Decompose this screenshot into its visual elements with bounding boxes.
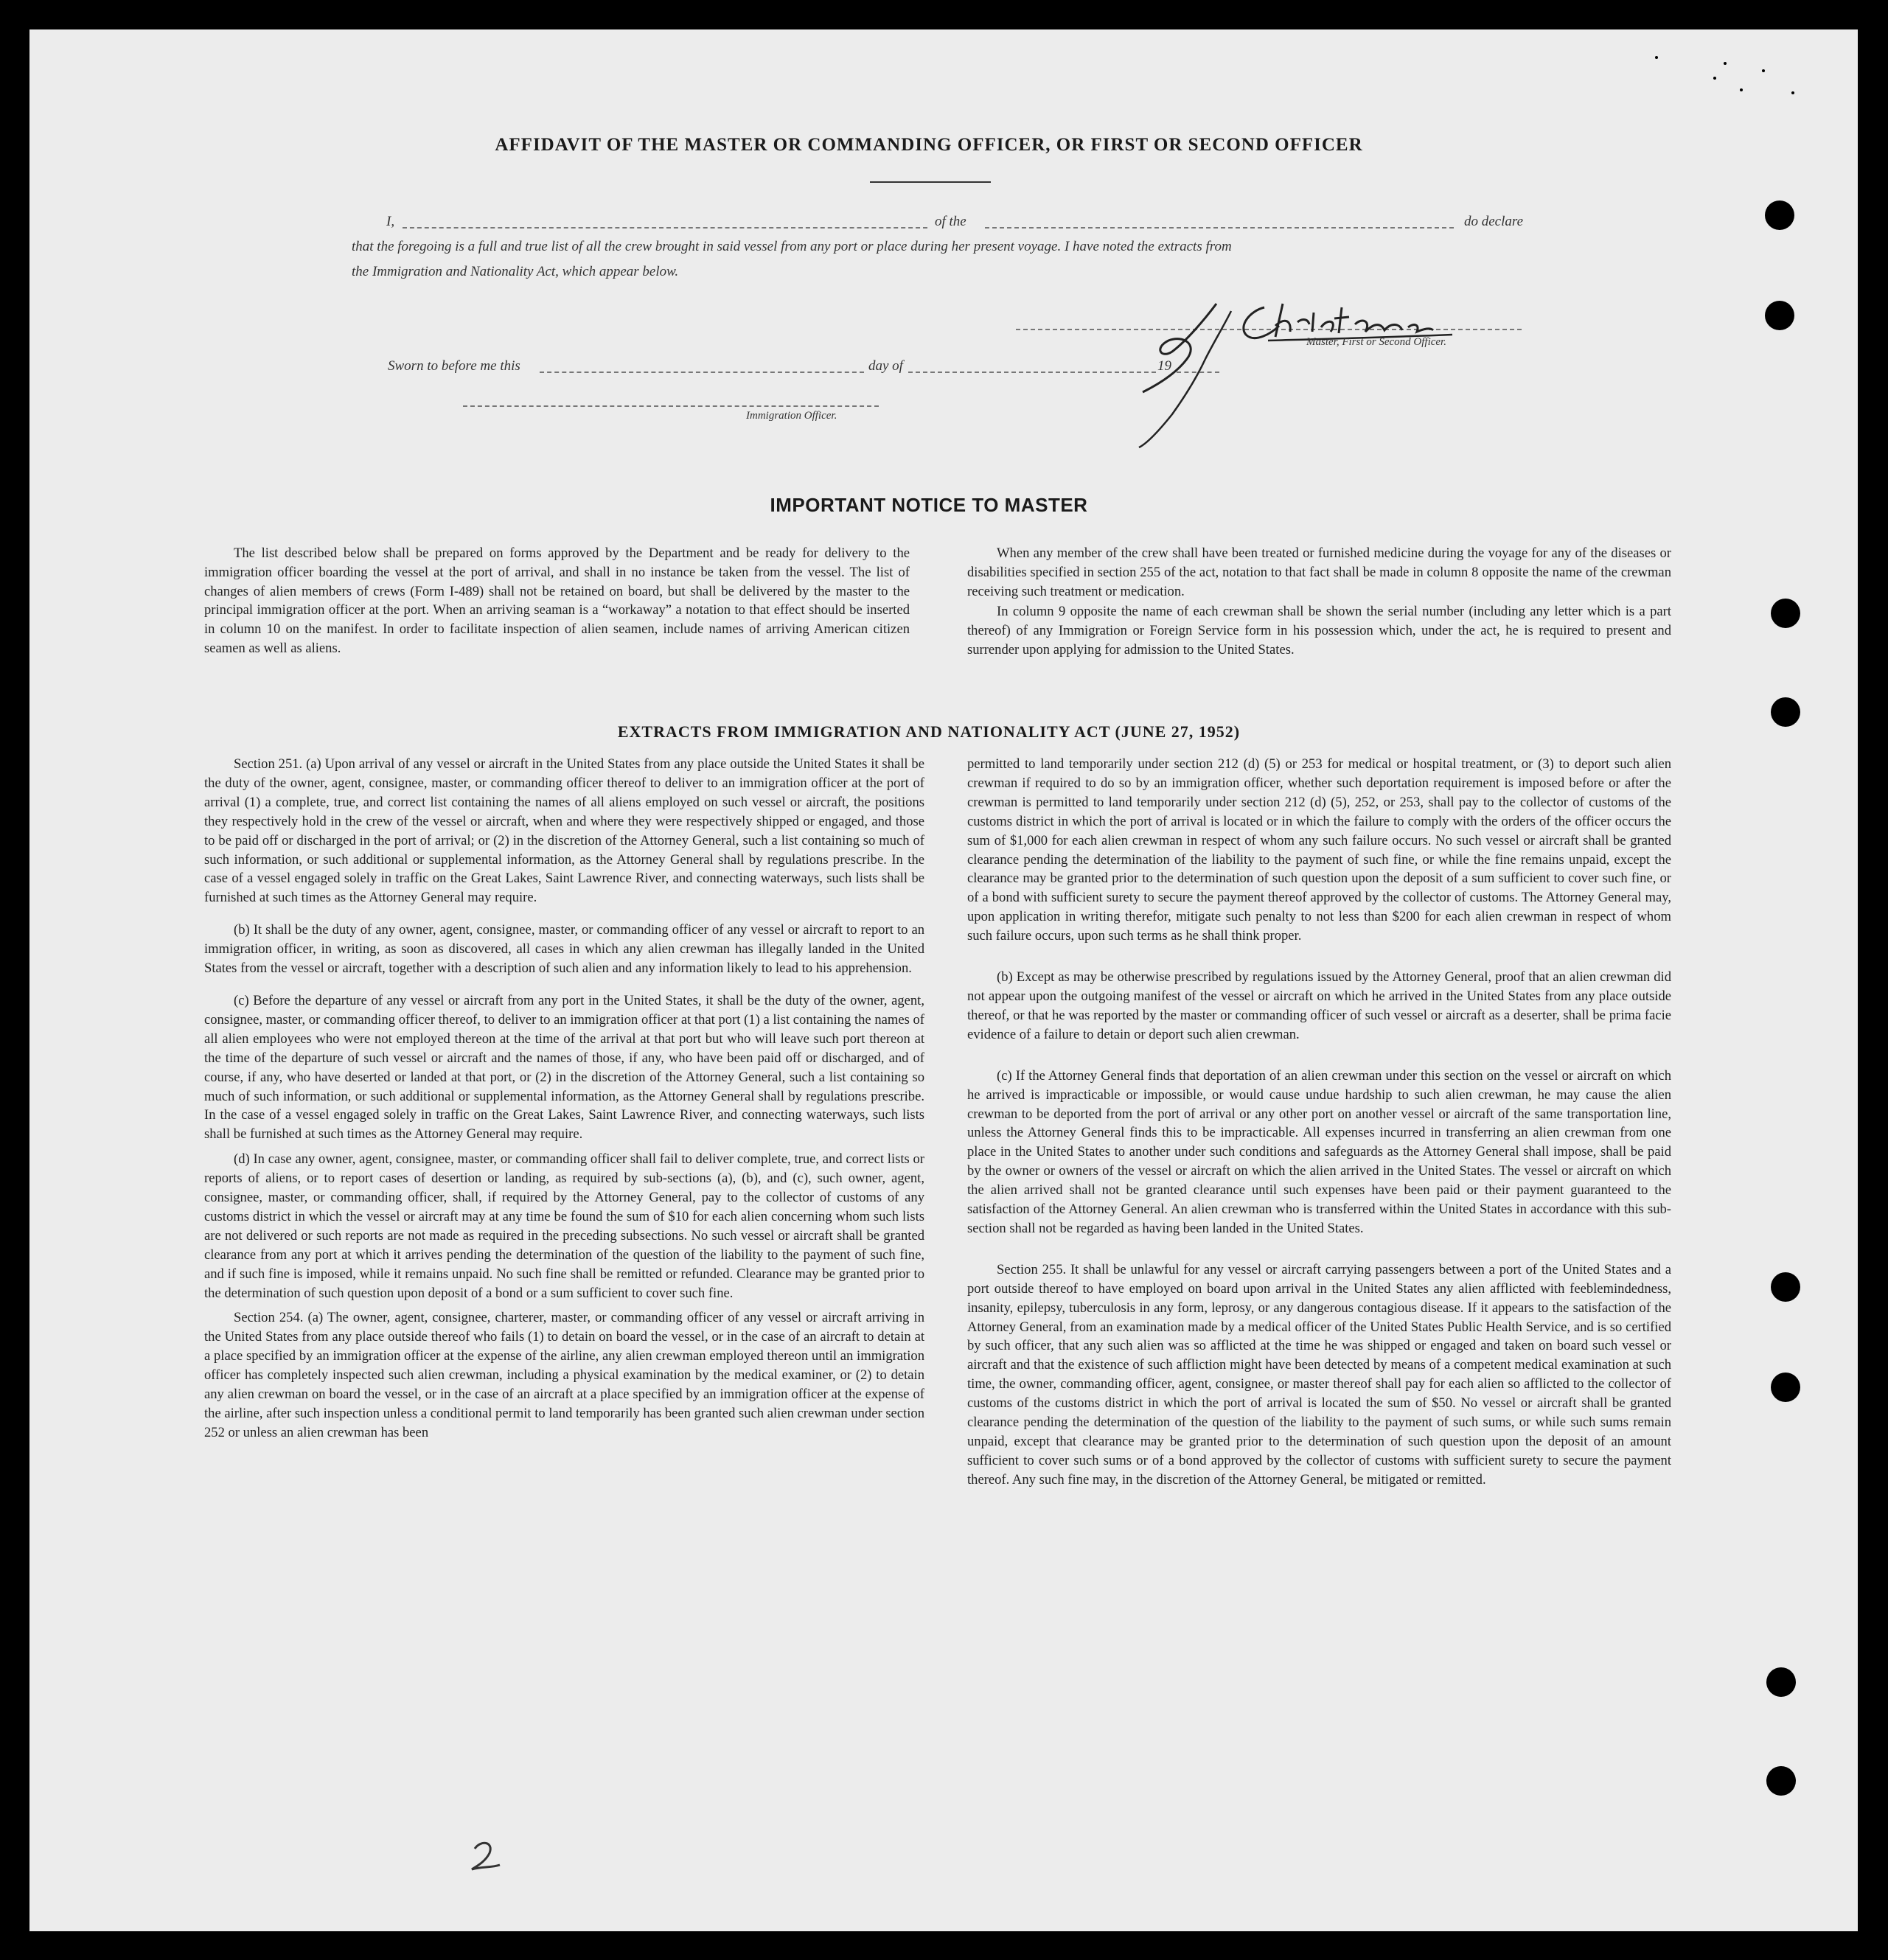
officer-signature-line bbox=[463, 405, 879, 407]
affidavit-line-3: the Immigration and Nationality Act, which appear below. bbox=[352, 264, 679, 279]
extracts-title: EXTRACTS FROM IMMIGRATION AND NATIONALITY ACT (JUNE 27, 1952) bbox=[617, 722, 1241, 741]
notice-right-paragraph-2: In column 9 opposite the name of each crewman shall be shown the serial number (including any letter which is a part thereof) of any Immigration or Foreign Service form in his possession which, under the act, he is required to present and surrender upon applying for admission to the United States. bbox=[967, 604, 1671, 658]
affidavit-title: AFFIDAVIT OF THE MASTER OR COMMANDING OFFICER, OR FIRST OR SECOND OFFICER bbox=[495, 135, 1363, 155]
officer-caption: Immigration Officer. bbox=[746, 410, 837, 422]
section-254-c: (c) If the Attorney General finds that deportation of an alien crewman under this section on the vessel or aircraft on which he arrived is impracticable or impossible, or would cause undue hardship to such alien crewman, he may cause the alien crewman to be deported from the port of arrival or any other port on another vessel or aircraft of the same transportation line, unless the Attorney General finds this to be impracticable. All expenses incurred in transferring an alien crewman from one place in the United States to another under such conditions and safeguards as the Attorney General shall impose, shall be paid by the owner or owners of the vessel or aircraft on which the alien arrived in the United States. The vessel or aircraft on which the alien arrived shall not be granted clearance until such expenses have been paid or their payment guaranteed to the satisfaction of the Attorney General. An alien crewman who is transferred within the United States in accordance with this sub-section shall not be regarded as having been landed in the United States. bbox=[967, 1067, 1671, 1236]
speck bbox=[1655, 56, 1658, 59]
notice-right-paragraph-1: When any member of the crew shall have been treated or furnished medicine during the voyage for any of the diseases or disabilities specified in section 255 of the act, notation to that fact shall be made in column 8 opposite the name of the crewman receiving such treatment or medication. bbox=[967, 545, 1671, 599]
section-251-d: (d) In case any owner, agent, consignee, master, or commanding officer shall fail to deliver complete, true, and correct lists or reports of aliens, or to report cases of desertion or landing, as required by sub-sections (a), (b), and (c), such owner, agent, consignee, master, or commanding officer, shall, if required by the Attorney General, pay to the collector of customs of any customs district in which the vessel or aircraft may at any time be found the sum of $10 for each alien concerning whom such lists are not delivered or such reports are not made as required in the preceding subsections. No such vessel or aircraft shall be granted clearance from any port at which it arrives pending the determination of the question of the liability to the payment of such fine, and if such fine is imposed, while it remains unpaid. No such fine shall be remitted or refunded. Clearance may be granted prior to the determination of such question upon deposit of a bond or a sum sufficient to cover such fine. bbox=[204, 1151, 924, 1301]
sworn-month-blank bbox=[908, 372, 1156, 373]
speck bbox=[1740, 88, 1743, 91]
extracts-right-column bbox=[967, 755, 1671, 1496]
section-255: Section 255. It shall be unlawful for any vessel or aircraft carrying passengers between a port of the United States and a port outside thereof to have employed on board upon arrival in the United States any alien afflicted with feeblemindedness, insanity, epilepsy, tuberculosis in any form, leprosy, or any dangerous contagious disease. If it appears to the satisfaction of the Attorney General, from an examination made by a medical officer of the United States Public Health Service, and is so certified by such officer, that any such alien was so afflicted at the time he was shipped or engaged and taken on board such vessel or aircraft and that the existence of such affliction might have been detected by means of a competent medical examination at such time, the owner, commanding officer, agent, consignee, or master thereof shall pay for each alien so afflicted to the collector of customs of the customs district in which the port of arrival is located the sum of $50. No vessel or aircraft shall be granted clearance pending the determination of the question of the liability to the payment of such sums, or while such sums remain unpaid, except that clearance may be granted prior to the determination of such question upon the deposit of an amount sufficient to cover such sums or of a bond approved by the collector of customs with sufficient surety to secure the payment thereof. Any such fine may, in the discretion of the Attorney General, be mitigated or remitted. bbox=[967, 1261, 1671, 1488]
speck bbox=[1762, 69, 1765, 72]
section-251-a: Section 251. (a) Upon arrival of any vessel or aircraft in the United States from any place outside the United States it shall be the duty of the owner, agent, consignee, master, or commanding officer thereof to deliver to an immigration officer at the port of arrival (1) a complete, true, and correct list containing the names of all aliens employed on such vessel or aircraft, the positions they respectively hold in the crew of the vessel or aircraft, when and where they were respectively shipped or engaged, and those to be paid off or discharged in the port of arrival; or (2) in the discretion of the Attorney General, such a list containing so much of such information, or such additional or supplemental information, as the Attorney General shall by regulations prescribe. In the case of a vessel engaged solely in traffic on the Great Lakes, Saint Lawrence River, and connecting waterways, such lists shall be furnished at such times as the Attorney General may require. bbox=[204, 756, 924, 906]
sworn-year-blank bbox=[1177, 372, 1219, 373]
binder-hole-7 bbox=[1766, 1667, 1796, 1697]
section-254-a: Section 254. (a) The owner, agent, consignee, charterer, master, or commanding officer of any vessel or aircraft arriving in the United States from any place outside thereof who fails (1) to detain on board the vessel, or in the case of an aircraft to detain at a place specified by an immigration officer at the expense of the airline, any alien crewman employed thereon until an immigration officer has completely inspected such alien crewman, including a physical examination by the medical examiner, or (2) to detain any alien crewman on board the vessel, or in the case of an aircraft at a place specified by an immigration officer at the expense of the airline, after such inspection unless a conditional permit to land temporarily has been granted such alien crewman under section 252 or unless an alien crewman has been bbox=[204, 1310, 924, 1440]
affidavit-do-declare-label: do declare bbox=[1464, 214, 1524, 229]
handwritten-signature bbox=[1128, 289, 1497, 451]
section-254-a-continued: permitted to land temporarily under section 212 (d) (5) or 253 for medical or hospital treatment, or (3) to deport such alien crewman if required to do so by an immigration officer, whether such deportation requirement is imposed before or after the crewman is permitted to land temporarily under section 212 (d) (5), 252, or 253, shall pay to the collector of customs of the customs district in which the port of arrival is located or in which the failure to comply with the orders of the officer occurs the sum of $1,000 for each alien crewman in respect of whom any such failure occurs. No such vessel or aircraft shall be granted clearance pending the determination of the liability to the payment of such fine, or while the fine remains unpaid, except the clearance may be granted prior to the determination of such question upon the deposit of a sum sufficient to cover such fine, or of a bond with sufficient surety to secure the payment thereof approved by the collector of customs. The Attorney General may, upon application in writing therefor, mitigate such penalty to not less than $200 for each alien crewman in respect of whom such failure occurs, upon such terms as he shall think proper. bbox=[967, 756, 1671, 944]
section-251-b: (b) It shall be the duty of any owner, agent, consignee, master, or commanding officer of any vessel or aircraft to report to an immigration officer, in writing, as soon as discovered, all cases in which any alien crewman has illegally landed in the United States from the vessel or aircraft, together with a description of such alien and any information likely to lead to his apprehension. bbox=[204, 922, 924, 977]
name-blank-line bbox=[403, 227, 927, 229]
notice-left-paragraph: The list described below shall be prepared on forms approved by the Department and be ready for delivery to the immigration officer boarding the vessel at the port of arrival, and shall in no instance be taken from the vessel. The list of changes of alien members of crews (Form I-489) shall not be retained on board, but shall be delivered by the master to the principal immigration officer at the port. When an arriving seaman is a “workaway” a notation to that effect should be inserted in column 10 on the manifest. In order to facilitate inspection of alien seamen, include names of arriving American citizen seamen as well as aliens. bbox=[204, 545, 910, 656]
binder-hole-5 bbox=[1771, 1272, 1800, 1302]
signature-caption: Master, First or Second Officer. bbox=[1306, 336, 1446, 348]
year-prefix: 19 bbox=[1157, 358, 1171, 374]
day-of-label: day of bbox=[868, 358, 903, 374]
speck bbox=[1791, 91, 1794, 94]
binder-hole-3 bbox=[1771, 599, 1800, 628]
title-underline bbox=[870, 181, 991, 183]
section-251-c: (c) Before the departure of any vessel or aircraft from any port in the United States, it shall be the duty of the owner, agent, consignee, master, or commanding officer thereof, to deliver to an immigration officer at that port (1) a list containing the names of all alien employees who were not employed thereon at the time of the arrival at that port but who will leave such port thereon at the time of the departure of such vessel or aircraft and the names of those, if any, who have been paid off or discharged, and of course, if any, who have deserted or landed at that port, or (2) in the discretion of the Attorney General, such a list containing so much of such information, or such additional or supplemental information, as the Attorney General shall by regulations prescribe. In the case of a vessel engaged solely in traffic on the Great Lakes, Saint Lawrence River, and connecting waterways, such lists shall be furnished at such times as the Attorney General may require. bbox=[204, 992, 924, 1143]
notice-left-column bbox=[204, 544, 910, 664]
binder-hole-4 bbox=[1771, 697, 1800, 727]
sworn-day-blank bbox=[540, 372, 864, 373]
speck bbox=[1724, 62, 1727, 65]
notice-title: IMPORTANT NOTICE TO MASTER bbox=[770, 494, 1088, 516]
sworn-label: Sworn to before me this bbox=[388, 358, 520, 374]
section-254-b: (b) Except as may be otherwise prescribed by regulations issued by the Attorney General, proof that an alien crewman did not appear upon the outgoing manifest of the vessel or aircraft on which he arrived in the United States from any place outside thereof, or that he was reported by the master or commanding officer of such vessel or aircraft as a deserter, shall be prima facie evidence of a failure to detain or deport such alien crewman. bbox=[967, 969, 1671, 1042]
vessel-blank-line bbox=[985, 227, 1454, 229]
binder-hole-6 bbox=[1771, 1373, 1800, 1402]
extracts-left-column bbox=[204, 755, 924, 1448]
affidavit-i-label: I, bbox=[386, 214, 395, 229]
affidavit-line-2: that the foregoing is a full and true list of all the crew brought in said vessel from any port or place during her present voyage. I have noted the extracts from bbox=[352, 239, 1232, 254]
document-page bbox=[29, 29, 1858, 1931]
notice-right-column bbox=[967, 544, 1671, 666]
binder-hole-8 bbox=[1766, 1766, 1796, 1796]
binder-hole-1 bbox=[1765, 200, 1794, 230]
speck bbox=[1713, 77, 1716, 80]
handwritten-page-number bbox=[464, 1835, 509, 1880]
binder-hole-2 bbox=[1765, 301, 1794, 330]
affidavit-of-the-label: of the bbox=[935, 214, 966, 229]
